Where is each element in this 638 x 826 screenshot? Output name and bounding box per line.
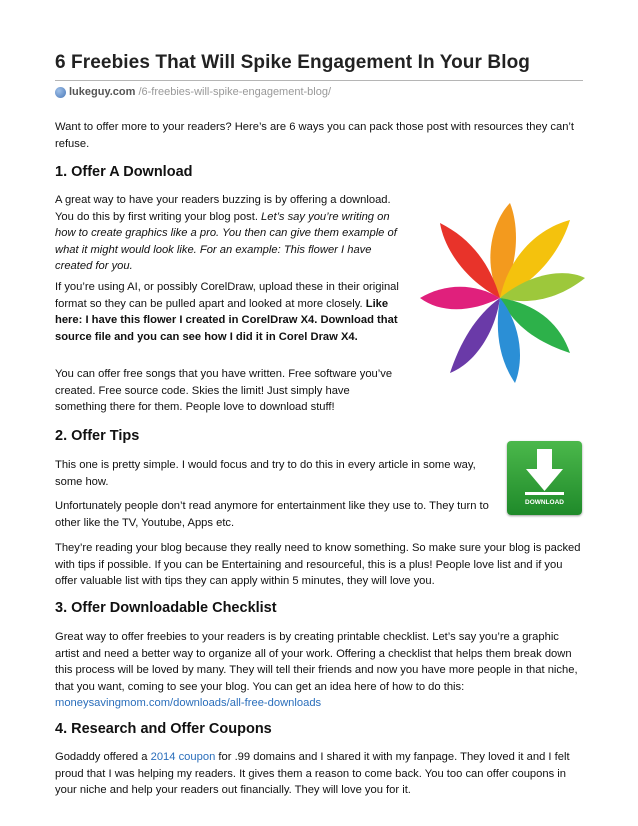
source-domain[interactable]: lukeguy.com	[69, 86, 136, 98]
s4-p1-after: for .99 domains and I shared it with my fanpage. They loved it and I felt proud that I was helping my readers. It gives them a reason to come back. You too can offer coupons in your niche and help your readers out financially. They will love you for it.	[55, 751, 570, 796]
source-path[interactable]: /6-freebies-will-spike-engagement-blog/	[138, 86, 332, 98]
intro-paragraph: Want to offer more to your readers? Here’s are 6 ways you can pack those post with resources they can’t refuse.	[55, 121, 575, 150]
section-1-paragraph-1	[55, 192, 400, 275]
petal-purple	[450, 298, 500, 373]
section-1-paragraph-2	[55, 279, 400, 345]
s1-p2-bold: Like here: I have this flower I created in CorelDraw X4. Download that source file and you can see how I did it in Corel Draw X4.	[55, 297, 398, 343]
s1-p2-plain: If you’re using AI, or possibly CorelDraw, upload these in their original format so they can be pulled apart and looked at more closely.	[55, 281, 399, 310]
section-2-paragraph-3: They’re reading your blog because they really need to know something. So make sure your blog is packed with tips if possible. If you can be Entertaining and resourceful, this is a plus! People love list and if you offer valuable list with tips they can apply within 5 minutes, they will love you.	[55, 542, 581, 587]
s4-p1-before: Godaddy offered a	[55, 751, 151, 763]
page-title: 6 Freebies That Will Spike Engagement In Your Blog	[55, 52, 530, 73]
section-3-heading: 3. Offer Downloadable Checklist	[55, 600, 277, 616]
section-4-paragraph-1	[55, 749, 583, 799]
download-arrow-icon	[507, 445, 582, 500]
source-line	[55, 86, 331, 98]
title-divider	[55, 80, 583, 81]
download-badge-label: DOWNLOAD	[525, 499, 564, 506]
section-2-paragraph-1: This one is pretty simple. I would focus and try to do this in every article in some way, some how.	[55, 459, 476, 488]
s4-coupon-link[interactable]: 2014 coupon	[150, 751, 216, 763]
section-3-paragraph-1	[55, 629, 583, 712]
section-2-paragraph-2: Unfortunately people don’t read anymore for entertainment like they use to. They turn to other like the TV, Youtube, Apps etc.	[55, 500, 489, 529]
s3-link[interactable]: moneysavingmom.com/downloads/all-free-downloads	[55, 697, 322, 709]
section-4-heading: 4. Research and Offer Coupons	[55, 721, 272, 737]
s1-p1-italic: Let’s say you’re writing on how to create graphics like a pro. You then can give them example of what it might would look like. For an example: This flower I have created for you.	[55, 210, 397, 272]
section-1-paragraph-3: You can offer free songs that you have written. Free software you’ve created. Free source code. Skies the limit! Just simply have something there for them. People love to download stuff!	[55, 368, 393, 413]
download-badge	[507, 441, 582, 515]
globe-icon	[55, 87, 66, 98]
s1-p1-plain: A great way to have your readers buzzing is by offering a download. You do this by first writing your blog post.	[55, 194, 391, 223]
flower-graphic	[415, 193, 585, 393]
section-1-heading: 1. Offer A Download	[55, 164, 193, 180]
section-2-heading: 2. Offer Tips	[55, 428, 140, 444]
s3-p1-text: Great way to offer freebies to your readers is by creating printable checklist. Let’s say you’re a graphic artist and need a better way to organize all of your work. Offering a checklist that helps them break down this process will be loved by many. They will tell their friends and now you have more people in that niche, that you want, coming to see your blog. You can get an idea here of how to do this:	[55, 631, 578, 693]
